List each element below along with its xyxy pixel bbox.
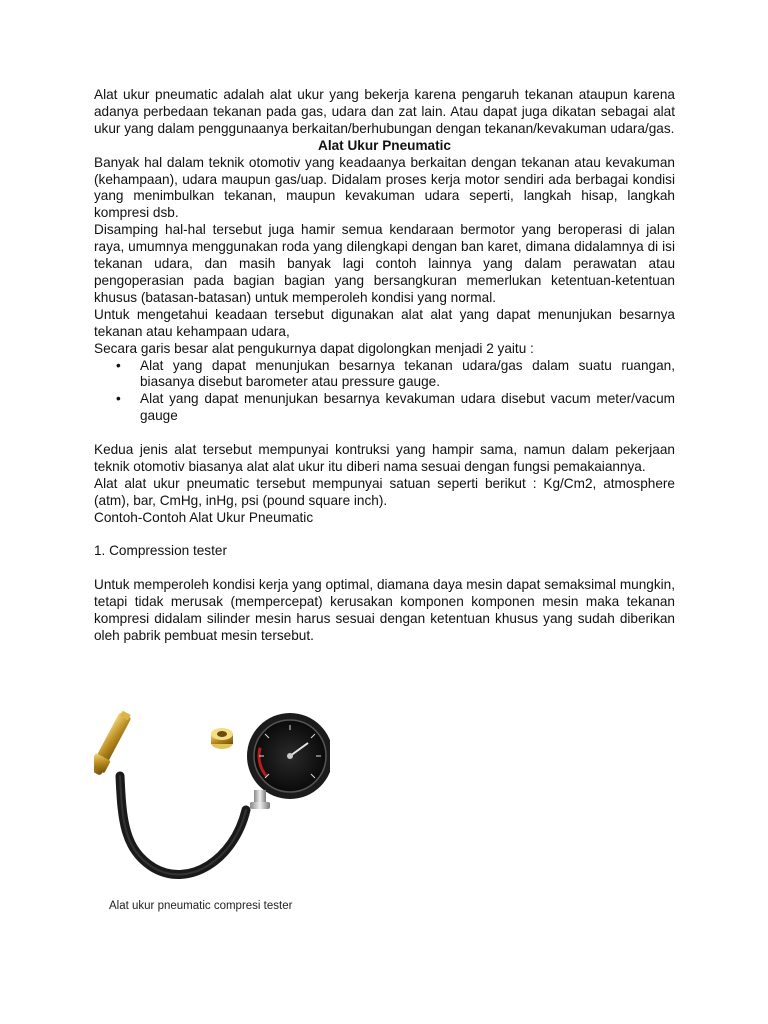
paragraph-5: Secara garis besar alat pengukurnya dapat digolongkan menjadi 2 yaitu : bbox=[94, 340, 534, 356]
figure-caption: Alat ukur pneumatic compresi tester bbox=[109, 900, 293, 912]
paragraph-8: Contoh-Contoh Alat Ukur Pneumatic bbox=[94, 509, 314, 525]
document-body bbox=[94, 87, 675, 645]
paragraph-10: Untuk memperoleh kondisi kerja yang optimal, diamana daya mesin dapat semaksimal mungkin, tetapi tidak merusak (mempercepat) kerusakan komponen komponen mesin maka tekanan kompresi didalam silinder mesin harus sesuai dengan ketentuan khusus yang sudah diberikan oleh pabrik pembuat mesin tersebut. bbox=[94, 577, 675, 643]
spacer bbox=[94, 527, 675, 544]
paragraph-4: Untuk mengetahui keadaan tersebut digunakan alat alat yang dapat menunjukan besarnya tekanan atau kehampaan udara, bbox=[94, 306, 675, 339]
list-item: • Alat yang dapat menunjukan besarnya tekanan udara/gas dalam suatu ruangan, biasanya disebut barometer atau pressure gauge. bbox=[140, 358, 675, 392]
list-item: • Alat yang dapat menunjukan besarnya kevakuman udara disebut vacum meter/vacum gauge bbox=[140, 391, 675, 425]
paragraph-3: Disamping hal-hal tersebut juga hamir semua kendaraan bermotor yang beroperasi di jalan raya, umumnya menggunakan roda yang dilengkapi dengan ban karet, dimana didalamnya di isi tekanan udara, dan masih banyak lagi contoh lainnya yang dalam perawatan atau pengoperasian pada bagian bagian yang bersangkuran memerlukan ketentuan-ketentuan khusus (batasan-batasan) untuk memperoleh kondisi yang normal. bbox=[94, 222, 675, 305]
compression-tester-image bbox=[94, 710, 330, 900]
section-heading: Alat Ukur Pneumatic bbox=[318, 137, 451, 153]
spacer bbox=[94, 425, 675, 442]
paragraph-7: Alat alat ukur pneumatic tersebut mempunyai satuan seperti berikut : Kg/Cm2, atmosphere (atm), bar, CmHg, inHg, psi (pound square inch). bbox=[94, 475, 675, 508]
paragraph-2: Banyak hal dalam teknik otomotiv yang keadaanya berkaitan dengan tekanan atau kevakuman (kehampaan), udara maupun gas/uap. Didalam proses kerja motor sendiri ada berbagai kondisi yang menimbulkan tekanan, maupun kevakuman udara seperti, langkah hisap, langkah kompresi dsb. bbox=[94, 154, 675, 221]
paragraph-6: Kedua jenis alat tersebut mempunyai kontruksi yang hampir sama, namun dalam pekerjaan teknik otomotiv biasanya alat alat ukur itu diberi nama sesuai dengan fungsi pemakaiannya. bbox=[94, 442, 675, 474]
paragraph-9: 1. Compression tester bbox=[94, 543, 227, 559]
paragraph-intro: Alat ukur pneumatic adalah alat ukur yang bekerja karena pengaruh tekanan ataupun karena adanya perbedaan tekanan pada gas, udara dan zat lain. Atau dapat juga dikatan sebagai alat ukur yang dalam penggunaanya berkaitan/berhubungan dengan tekanan/kevakuman udara/gas. bbox=[94, 87, 675, 136]
spacer bbox=[94, 560, 675, 577]
bullet-list bbox=[94, 358, 675, 426]
